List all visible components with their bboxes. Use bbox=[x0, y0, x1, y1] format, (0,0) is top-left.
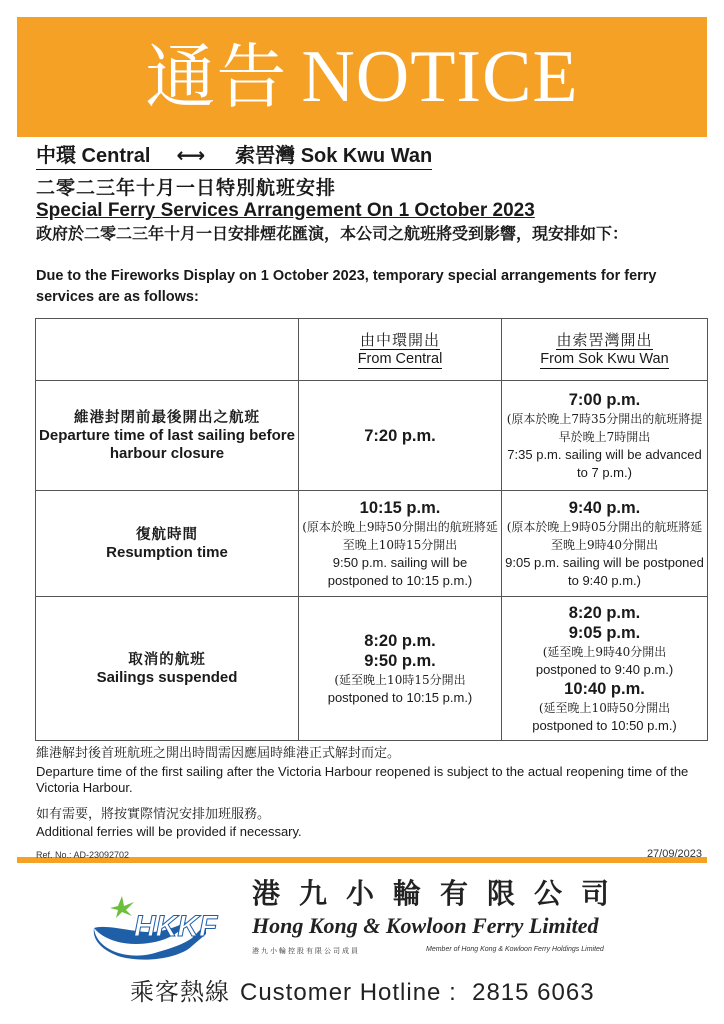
note-zh: (原本於晚上7時35分開出的航班將提早於晚上7時開出 bbox=[506, 411, 703, 444]
hotline-label-en: Customer Hotline : bbox=[240, 979, 457, 1006]
reference-number: Ref. No.: AD-23092702 bbox=[36, 850, 130, 860]
time-value: 9:50 p.m. bbox=[364, 651, 436, 670]
row-label-en: Resumption time bbox=[106, 543, 228, 561]
cell-central-resumption bbox=[299, 491, 502, 597]
time-value: 7:00 p.m. bbox=[568, 390, 641, 409]
header-skw-en: From Sok Kwu Wan bbox=[540, 350, 669, 367]
table-row bbox=[36, 491, 708, 597]
footnote-1-zh: 維港解封後首班航班之開出時間需因應屆時維港正式解封而定。 bbox=[36, 746, 401, 761]
intro-en: Due to the Fireworks Display on 1 October 2023, temporary special arrangements for ferry services are as follows: bbox=[36, 268, 657, 305]
note-zh: (延至晚上9時40分開出 bbox=[542, 644, 667, 659]
sparkle-icon bbox=[110, 896, 134, 918]
banner-title-zh: 通告 bbox=[145, 40, 288, 117]
customer-hotline bbox=[130, 972, 595, 1007]
route-from: 中環 Central bbox=[36, 145, 151, 167]
header-empty-cell bbox=[36, 319, 299, 381]
note-en: postponed to 10:50 p.m.) bbox=[532, 717, 677, 733]
schedule-table bbox=[35, 318, 708, 741]
title-zh: 二零二三年十月一日特別航班安排 bbox=[36, 177, 337, 199]
footnote-2-zh: 如有需要，將按實際情況安排加班服務。 bbox=[36, 807, 271, 822]
note-en: 9:50 p.m. sailing will be postponed to 10:15 p.m.) bbox=[327, 554, 473, 588]
note-en: 9:05 p.m. sailing will be postponed to 9:40 p.m.) bbox=[505, 554, 704, 588]
company-member-en: Member of Hong Kong & Kowloon Ferry Holdings Limited bbox=[426, 946, 604, 953]
time-value: 9:05 p.m. bbox=[568, 623, 641, 642]
cell-central-suspended bbox=[299, 597, 502, 741]
cell-skw-suspended bbox=[502, 597, 708, 741]
note-zh: (原本於晚上9時05分開出的航班將延至晚上9時40分開出 bbox=[506, 519, 703, 552]
note-zh: (延至晚上10時50分開出 bbox=[538, 700, 671, 715]
header-central-zh: 由中環開出 bbox=[359, 330, 440, 349]
time-value: 7:20 p.m. bbox=[364, 426, 436, 445]
logo-text: HKKF bbox=[134, 910, 218, 943]
banner-title-en: NOTICE bbox=[301, 36, 579, 118]
time-value: 10:40 p.m. bbox=[564, 679, 645, 698]
footnote-2-en: Additional ferries will be provided if necessary. bbox=[36, 824, 302, 839]
note-en: postponed to 9:40 p.m.) bbox=[535, 661, 674, 677]
row-label-zh: 取消的航班 bbox=[128, 650, 206, 668]
route-heading bbox=[36, 143, 432, 170]
table-row bbox=[36, 381, 708, 491]
row-label-en: Sailings suspended bbox=[96, 668, 238, 686]
banner-title bbox=[17, 33, 707, 123]
row-label-zh: 復航時間 bbox=[136, 525, 198, 543]
cell-skw-resumption bbox=[502, 491, 708, 597]
table-row bbox=[36, 597, 708, 741]
header-from-skw bbox=[502, 319, 708, 381]
header-skw-zh: 由索罟灣開出 bbox=[556, 330, 653, 349]
time-value: 9:40 p.m. bbox=[568, 498, 641, 517]
header-from-central bbox=[299, 319, 502, 381]
row-label-zh: 維港封閉前最後開出之航班 bbox=[74, 408, 260, 426]
notice-date: 27/09/2023 bbox=[646, 848, 702, 860]
title-en: Special Ferry Services Arrangement On 1 October 2023 bbox=[36, 200, 535, 221]
header-central-en: From Central bbox=[357, 350, 443, 367]
notice-banner bbox=[17, 17, 707, 137]
cell-skw-last bbox=[502, 381, 708, 491]
route-arrow-icon: ⟷ bbox=[176, 145, 206, 167]
intro-zh: 政府於二零二三年十月一日安排煙花匯演，本公司之航班將受到影響，現安排如下： bbox=[36, 224, 629, 243]
row-label-en: Departure time of last sailing before harbour closure bbox=[39, 426, 295, 462]
company-name-zh: 港九小輪有限公司 bbox=[252, 877, 629, 910]
hotline-number[interactable]: 2815 6063 bbox=[472, 979, 595, 1006]
note-en: 7:35 p.m. sailing will be advanced to 7 p.m.) bbox=[507, 446, 702, 480]
note-en: postponed to 10:15 p.m.) bbox=[327, 689, 473, 705]
time-value: 8:20 p.m. bbox=[364, 631, 436, 650]
table-header-row bbox=[36, 319, 708, 381]
footnote-1-en: Departure time of the first sailing after the Victoria Harbour reopened is subject to the actual reopening time of the Victoria Harbour. bbox=[36, 764, 689, 795]
route-to: 索罟灣 Sok Kwu Wan bbox=[235, 145, 433, 167]
note-zh: (原本於晚上9時50分開出的航班將延至晚上10時15分開出 bbox=[302, 519, 498, 552]
company-member-zh: 港九小輪控股有限公司成員 bbox=[252, 948, 360, 955]
row-label-resumption bbox=[36, 491, 299, 597]
time-value: 10:15 p.m. bbox=[359, 498, 441, 517]
row-label-last-sailing bbox=[36, 381, 299, 491]
company-name-en: Hong Kong & Kowloon Ferry Limited bbox=[252, 913, 599, 938]
note-zh: (延至晚上10時15分開出 bbox=[334, 672, 466, 687]
hkkf-logo bbox=[88, 888, 234, 962]
cell-central-last bbox=[299, 381, 502, 491]
hotline-label-zh: 乘客熱線 bbox=[130, 978, 230, 1006]
time-value: 8:20 p.m. bbox=[568, 603, 641, 622]
row-label-suspended bbox=[36, 597, 299, 741]
